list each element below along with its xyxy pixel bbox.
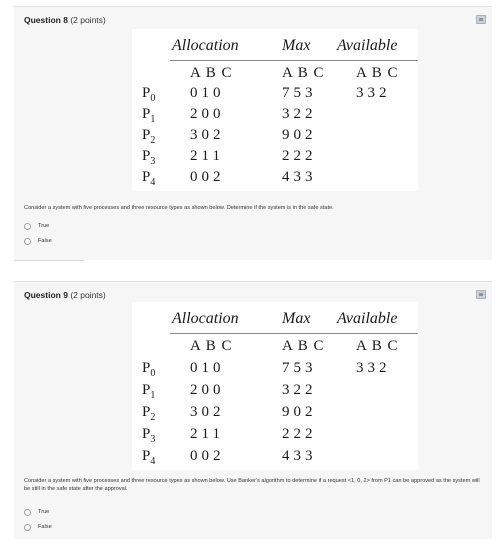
header-max: Max xyxy=(282,37,311,54)
max-cell: 322 xyxy=(282,106,317,122)
radio-button[interactable] xyxy=(24,238,31,245)
allocation-cell: 002 xyxy=(190,169,225,185)
table-row xyxy=(132,448,418,469)
subheader-available: A B C xyxy=(356,65,399,81)
option-false[interactable] xyxy=(24,235,52,247)
max-cell: 902 xyxy=(282,404,317,420)
table-row xyxy=(132,127,418,148)
divider xyxy=(14,260,84,261)
process-name: $P_2$ xyxy=(142,127,156,146)
question-8-card xyxy=(14,6,492,260)
allocation-cell: 200 xyxy=(190,106,225,122)
table-row xyxy=(132,148,418,169)
flag-icon[interactable] xyxy=(476,290,486,299)
available-cell: 332 xyxy=(356,360,391,376)
question-points: (2 points) xyxy=(70,290,106,300)
flag-icon[interactable] xyxy=(476,15,486,24)
allocation-cell: 010 xyxy=(190,85,225,101)
question-text: Consider a system with five processes and three resource types as shown below. Use Banker's algorithm to determine if a request <1, 0, 2> from P1 can be approved as the system will be still in the safe state after the approval. xyxy=(24,478,480,492)
table-row xyxy=(132,426,418,447)
process-name: $P_4$ xyxy=(142,448,156,467)
process-name: $P_3$ xyxy=(142,426,156,445)
question-text: Consider a system with five processes and three resource types as shown below. Determine if the system is in the safe state. xyxy=(24,205,334,211)
header-available: Available xyxy=(337,310,398,327)
question-points: (2 points) xyxy=(70,15,106,25)
option-label: True xyxy=(38,509,50,515)
question-9-card xyxy=(14,281,492,539)
process-name: $P_4$ xyxy=(142,169,156,188)
question-title: Question 9 xyxy=(24,290,68,300)
question-header xyxy=(24,290,106,300)
process-name: $P_1$ xyxy=(142,106,156,125)
option-label: False xyxy=(38,238,52,244)
radio-button[interactable] xyxy=(24,524,31,531)
max-cell: 753 xyxy=(282,85,317,101)
process-name: $P_1$ xyxy=(142,382,156,401)
subheader-allocation: A B C xyxy=(190,65,233,81)
max-cell: 322 xyxy=(282,382,317,398)
max-cell: 222 xyxy=(282,426,317,442)
allocation-cell: 302 xyxy=(190,404,225,420)
option-false[interactable] xyxy=(24,521,52,533)
table-row xyxy=(132,382,418,403)
header-divider xyxy=(170,60,418,61)
option-true[interactable] xyxy=(24,220,49,232)
process-name: $P_0$ xyxy=(142,360,156,379)
max-cell: 753 xyxy=(282,360,317,376)
subheader-max: A B C xyxy=(282,65,325,81)
table-row xyxy=(132,106,418,127)
header-max: Max xyxy=(282,310,311,327)
table-row xyxy=(132,169,418,190)
allocation-cell: 002 xyxy=(190,448,225,464)
resource-table-image xyxy=(132,302,418,470)
radio-button[interactable] xyxy=(24,509,31,516)
max-cell: 433 xyxy=(282,169,317,185)
radio-button[interactable] xyxy=(24,223,31,230)
header-allocation: Allocation xyxy=(172,310,239,327)
header-allocation: Allocation xyxy=(172,37,239,54)
question-header xyxy=(24,15,106,25)
subheader-available: A B C xyxy=(356,338,399,354)
table-row xyxy=(132,85,418,106)
header-divider xyxy=(170,333,418,334)
header-available: Available xyxy=(337,37,398,54)
process-name: $P_3$ xyxy=(142,148,156,167)
subheader-allocation: A B C xyxy=(190,338,233,354)
resource-table-image xyxy=(132,29,418,191)
table-row xyxy=(132,404,418,425)
option-label: False xyxy=(38,524,52,530)
option-true[interactable] xyxy=(24,506,49,518)
process-name: $P_2$ xyxy=(142,404,156,423)
allocation-cell: 211 xyxy=(190,426,224,442)
max-cell: 433 xyxy=(282,448,317,464)
allocation-cell: 200 xyxy=(190,382,225,398)
allocation-cell: 211 xyxy=(190,148,224,164)
table-row xyxy=(132,360,418,381)
max-cell: 902 xyxy=(282,127,317,143)
available-cell: 332 xyxy=(356,85,391,101)
allocation-cell: 302 xyxy=(190,127,225,143)
max-cell: 222 xyxy=(282,148,317,164)
allocation-cell: 010 xyxy=(190,360,225,376)
process-name: $P_0$ xyxy=(142,85,156,104)
option-label: True xyxy=(38,223,50,229)
question-title: Question 8 xyxy=(24,15,68,25)
subheader-max: A B C xyxy=(282,338,325,354)
